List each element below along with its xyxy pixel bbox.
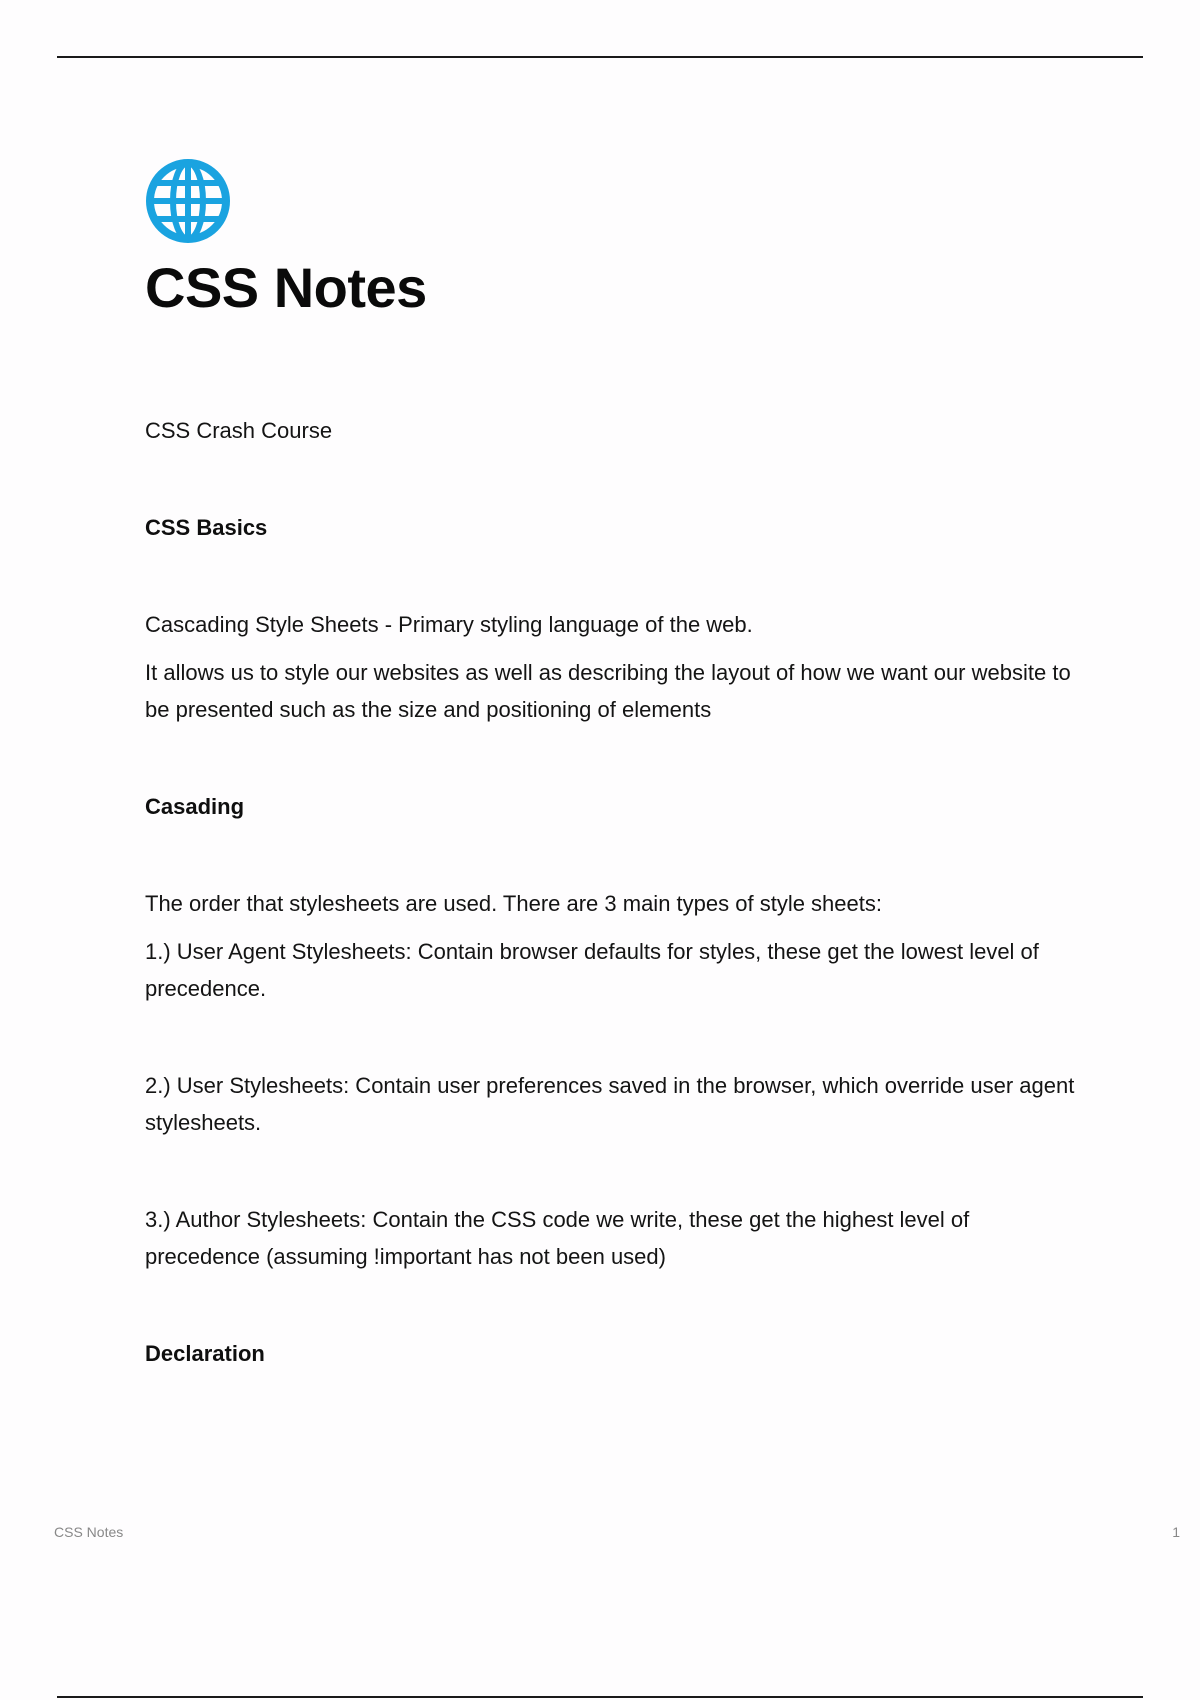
document-content [145,158,1075,1372]
section-heading-declaration: Declaration [145,1341,265,1366]
basics-paragraph-2: It allows us to style our websites as well as describing the layout of how we want our website to be presented such as the size and positioning of elements [145,660,1071,722]
subtitle: CSS Crash Course [145,418,333,443]
cascading-item-3: 3.) Author Stylesheets: Contain the CSS code we write, these get the highest level of precedence (assuming !important has not been used) [145,1207,970,1269]
basics-paragraph-1: Cascading Style Sheets - Primary styling language of the web. [145,612,753,637]
cascading-item-2: 2.) User Stylesheets: Contain user preferences saved in the browser, which override user agent stylesheets. [145,1073,1075,1135]
section-heading-cascading: Casading [145,794,245,819]
top-rule [57,56,1143,58]
cascading-intro: The order that stylesheets are used. There are 3 main types of style sheets: [145,891,882,916]
globe-icon [145,158,231,244]
cascading-item-1: 1.) User Agent Stylesheets: Contain browser defaults for styles, these get the lowest level of precedence. [145,939,1039,1001]
bottom-rule [57,1696,1143,1698]
footer-title: CSS Notes [54,1524,124,1540]
section-heading-basics: CSS Basics [145,515,268,540]
page-title: CSS Notes [145,256,427,319]
page-number: 1 [1172,1524,1180,1540]
